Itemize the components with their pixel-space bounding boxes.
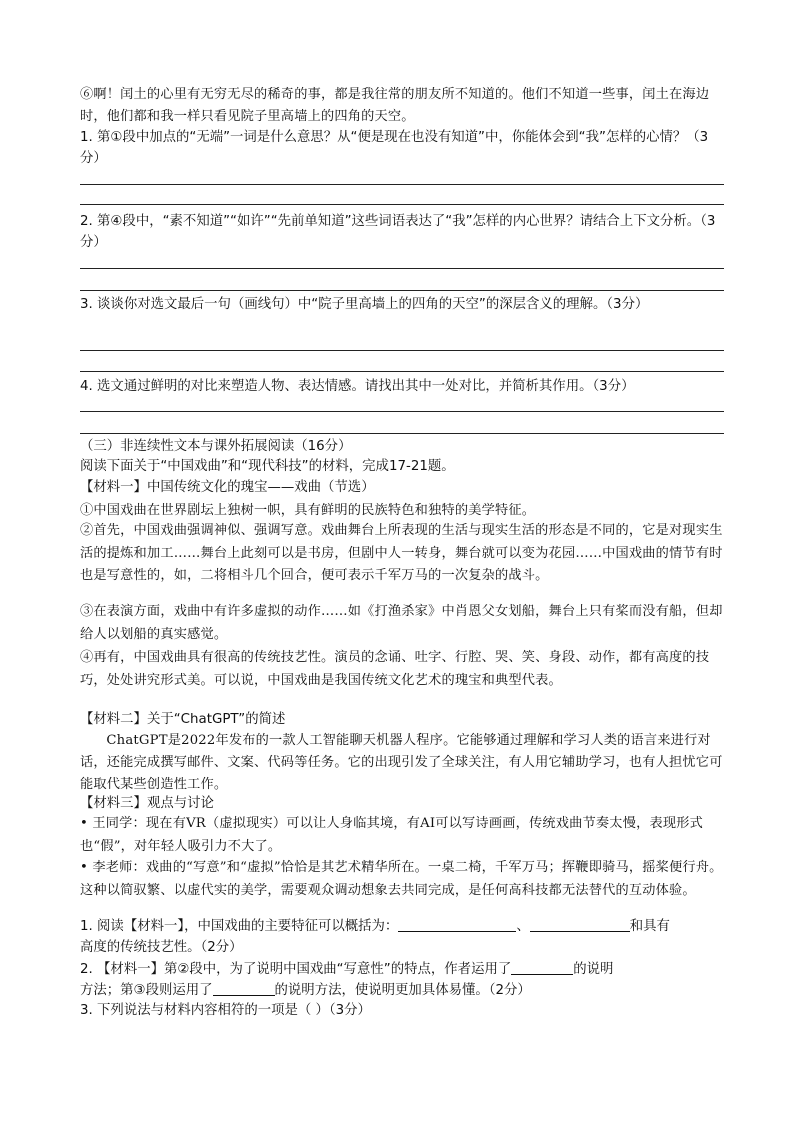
- question-17-mid: 和具有: [629, 919, 670, 934]
- fill-blank-2[interactable]: [530, 917, 630, 932]
- answer-line[interactable]: [80, 411, 724, 412]
- section-3-intro: 阅读下面关于“中国戏曲”和“现代科技”的材料，完成17-21题。: [80, 459, 455, 474]
- material-3-opinion-wang: • 王同学：现在有VR（虚拟现实）可以让人身临其境，有AI可以写诗画画，传统戏曲节奏太慢，表现形式也“假”，对年轻人吸引力不大了。: [80, 816, 704, 854]
- section-3-heading: （三）非连续性文本与课外拓展阅读（16分）: [80, 439, 352, 454]
- question-18-part-d: 的说明方法，使说明更加具体易懂。（2分）: [274, 983, 531, 998]
- question-17: [80, 916, 728, 958]
- question-2: 2. 第④段中，“素不知道”“如许”“先前单知道”这些词语表达了“我”怎样的内心世界？请结合上下文分析。（3分）: [80, 214, 716, 250]
- answer-line[interactable]: [80, 433, 724, 434]
- question-18-part-b: 的说明: [573, 962, 614, 977]
- fill-blank-1[interactable]: [398, 917, 516, 932]
- answer-line[interactable]: [80, 371, 724, 372]
- material-1-paragraph-1: ①中国戏曲在世界剧坛上独树一帜，具有鲜明的民族特色和独特的美学特征。: [80, 503, 536, 518]
- question-18-part-c: 方法；第③段则运用了: [80, 983, 213, 998]
- material-2-title: 【材料二】关于“ChatGPT”的简述: [80, 712, 286, 727]
- question-17-sep: 、: [516, 919, 530, 934]
- question-4: 4. 选文通过鲜明的对比来塑造人物、表达情感。请找出其中一处对比，并简析其作用。（3分）: [80, 379, 635, 394]
- material-1-paragraph-3: ③在表演方面，戏曲中有许多虚拟的动作……如《打渔杀家》中肖恩父女划船，舞台上只有桨而没有船，但却给人以划船的真实感觉。: [80, 604, 723, 642]
- question-18-part-a: 2. 【材料一】第②段中，为了说明中国戏曲“写意性”的特点，作者运用了: [80, 962, 512, 977]
- answer-line[interactable]: [80, 268, 724, 269]
- material-3-opinion-li: • 李老师：戏曲的“写意”和“虚拟”恰恰是其艺术精华所在。一桌二椅，千军万马；挥鞭即骑马，摇桨便行舟。这种以简驭繁、以虚代实的美学，需要观众调动想象去共同完成，是任何高科技都无法替代的互动体验。: [80, 860, 723, 898]
- answer-line[interactable]: [80, 350, 724, 351]
- question-19: 3. 下列说法与材料内容相符的一项是（ ）（3分）: [80, 1003, 371, 1018]
- question-3: 3. 谈谈你对选文最后一句（画线句）中“院子里高墙上的四角的天空”的深层含义的理解。（3分）: [80, 297, 649, 312]
- answer-line[interactable]: [80, 290, 724, 291]
- answer-line[interactable]: [80, 184, 724, 185]
- material-2-paragraph: ChatGPT是2022年发布的一款人工智能聊天机器人程序。它能够通过理解和学习人类的语言来进行对话，还能完成撰写邮件、文案、代码等任务。它的出现引发了全球关注，有人用它辅助学习，也有人担忧它可能取代某些创造性工作。: [80, 733, 723, 792]
- material-1-title: 【材料一】中国传统文化的瑰宝——戏曲（节选）: [80, 480, 375, 495]
- question-17-suffix: 高度的传统技艺性。（2分）: [80, 940, 243, 955]
- material-3-title: 【材料三】观点与讨论: [80, 796, 214, 811]
- material-1-paragraph-4: ④再有，中国戏曲具有很高的传统技艺性。演员的念诵、吐字、行腔、哭、笑、身段、动作，都有高度的技巧，处处讲究形式美。可以说，中国戏曲是我国传统文化艺术的瑰宝和典型代表。: [80, 650, 710, 688]
- question-18: [80, 959, 728, 1001]
- fill-blank-4[interactable]: [213, 981, 275, 996]
- material-1-paragraph-2: ②首先，中国戏曲强调神似、强调写意。戏曲舞台上所表现的生活与现实生活的形态是不同的，它是对现实生活的提炼和加工……舞台上此刻可以是书房，但剧中人一转身，舞台就可以变为花园……中国戏曲的情节有时也是写意性的，如，二将相斗几个回合，便可表示千军万马的一次复杂的战斗。: [80, 523, 723, 583]
- fill-blank-3[interactable]: [511, 960, 573, 975]
- question-17-prefix: 1. 阅读【材料一】，中国戏曲的主要特征可以概括为：: [80, 919, 399, 934]
- answer-line[interactable]: [80, 204, 724, 205]
- passage-paragraph-6: ⑥啊！闰土的心里有无穷无尽的稀奇的事，都是我往常的朋友所不知道的。他们不知道一些事，闰土在海边时，他们都和我一样只看见院子里高墙上的四角的天空。: [80, 87, 710, 124]
- question-1: 1. 第①段中加点的“无端”一词是什么意思？从“便是现在也没有知道”中，你能体会到“我”怎样的心情？（3分）: [80, 130, 709, 166]
